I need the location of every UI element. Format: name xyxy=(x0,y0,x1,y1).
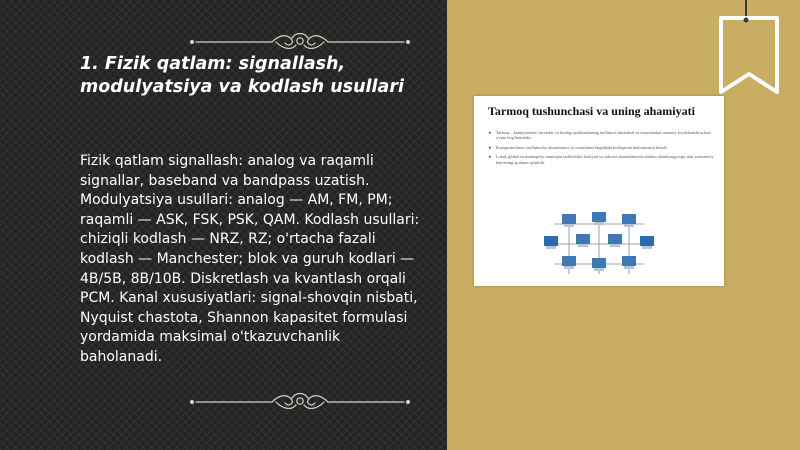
slide-title: 1. Fizik qatlam: signallash, modulyatsiya va kodlash usullari xyxy=(80,54,404,97)
ornament-bottom-icon xyxy=(188,390,412,414)
image-card-title: Tarmoq tushunchasi va uning ahamiyati xyxy=(488,104,695,118)
network-image-card xyxy=(474,96,724,286)
list-item: • Lokal, global va mintaqaviy tarmoqlar tashkilotlar faoliyati va axborot almashinuvida muhim ahamiyatga ega; ular zamonaviy hayotning ajralmas qismidir. xyxy=(488,154,714,165)
image-card-bullet-list xyxy=(488,130,714,169)
list-item: • Tarmoq – kompyuterlar, serverlar va boshqa qurilmalarning ma'lumot almashish va resurslardan umumiy foydalanishi uchun o'zaro bog'lanishidir. xyxy=(488,130,711,141)
slide-body-text: Fizik qatlam signallash: analog va raqamli signallar, baseband va bandpass uzatish. Modulyatsiya usullari: analog — AM, FM, PM; raqamli — ASK, FSK, PSK, QAM. Kodlash usullari: chiziqli kodlash — NRZ, RZ; o'rtacha fazali kodlash — Manchester; blok va guruh kodlari — 4B/5B, 8B/10B. Diskretlash va kvantlash orqali PCM. Kanal xususiyatlari: signal-shovqin nisbati, Nyquist chastota, Shannon kapasitet formulasi yordamida maksimal o'tkazuvchanlik baholanadi. xyxy=(80,153,420,365)
bookmark-ribbon-icon xyxy=(715,0,785,100)
list-item: • Kompyuterlararo ma'lumotlar almashinuvi va resurslarni birgalikda boshqarish imkoniyatini beradi. xyxy=(488,144,668,152)
computer-network-icon xyxy=(534,204,664,284)
ornament-top-icon xyxy=(188,30,412,54)
